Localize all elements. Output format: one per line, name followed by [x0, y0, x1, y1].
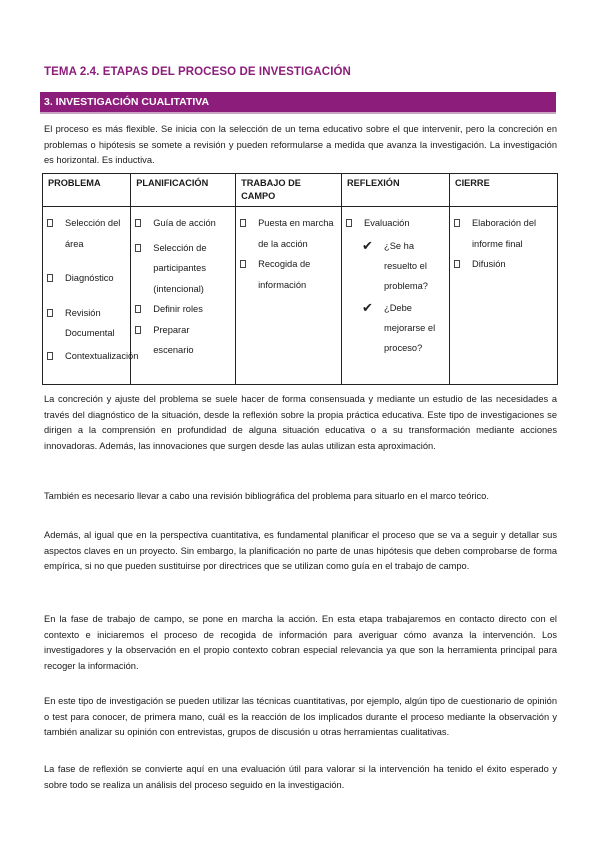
- header-problema: PROBLEMA: [43, 174, 131, 207]
- list-item: Contextualización: [47, 346, 126, 367]
- checkbox-icon: [47, 274, 53, 282]
- checkbox-icon: [47, 309, 53, 317]
- checkbox-icon: [454, 219, 460, 227]
- header-cierre: CIERRE: [449, 174, 557, 207]
- checkbox-icon: [240, 219, 246, 227]
- cell-cierre: [449, 207, 557, 385]
- list-item: Difusión: [454, 254, 553, 275]
- list-item: Selección de participantes (intencional): [135, 238, 231, 300]
- checkbox-icon: [135, 305, 141, 313]
- checkmark-icon: ✔: [362, 299, 373, 315]
- checkbox-icon: [346, 219, 352, 227]
- stages-table: [42, 173, 558, 385]
- list-item: Definir roles: [135, 299, 231, 320]
- header-reflexion: REFLEXIÓN: [342, 174, 450, 207]
- checkbox-icon: [135, 326, 141, 334]
- list-item: Selección del área: [47, 213, 126, 254]
- table-header-row: [43, 174, 558, 207]
- checkbox-icon: [454, 260, 460, 268]
- cell-problema: [43, 207, 139, 385]
- topic-title: TEMA 2.4. ETAPAS DEL PROCESO DE INVESTIGACIÓN: [44, 66, 351, 78]
- list-item: Puesta en marcha de la acción: [240, 213, 337, 254]
- checkmark-icon: ✔: [362, 237, 373, 253]
- body-paragraph-5: En este tipo de investigación se pueden utilizar las técnicas cuantitativas, por ejemplo, algún tipo de cuestionario de opinión o test para conocer, de primera mano, cuál es la reacción de los implicados durante el proceso mediante la observación y también analizar su opinión con entrevistas, grupos de discusión u otras herramientas cualitativas.: [44, 696, 557, 737]
- cell-trabajo-de-campo: [236, 207, 342, 385]
- checkbox-icon: [47, 219, 53, 227]
- list-item: Evaluación: [346, 213, 445, 234]
- intro-paragraph: El proceso es más flexible. Se inicia con la selección de un tema educativo sobre el que intervenir, pero la concreción en problemas o hipótesis se somete a revisión y pueden reformularse a medida que avanza la investigación. La investigación es horizontal. Es inductiva.: [44, 124, 557, 165]
- body-paragraph-2: También es necesario llevar a cabo una revisión bibliográfica del problema para situarlo en el marco teórico.: [44, 491, 489, 501]
- cell-planificacion: [131, 207, 236, 385]
- list-item: Preparar escenario: [135, 320, 231, 361]
- check-item: ✔ ¿Debe mejorarse el proceso?: [362, 299, 436, 353]
- header-planificacion: PLANIFICACIÓN: [131, 174, 236, 207]
- section-heading: 3. INVESTIGACIÓN CUALITATIVA: [40, 92, 556, 112]
- checkbox-icon: [135, 244, 141, 252]
- cell-reflexion: [342, 207, 450, 385]
- table-row: [43, 207, 558, 385]
- list-item: Recogida de información: [240, 254, 337, 295]
- checkbox-icon: [135, 219, 141, 227]
- header-trabajo-de-campo: TRABAJO DE CAMPO: [236, 174, 342, 207]
- body-paragraph-1: La concreción y ajuste del problema se suele hacer de forma consensuada y mediante un estudio de las necesidades a través del diagnóstico de la situación, desde la reflexión sobre la propia práctica educativa. Este tipo de investigaciones se dirigen a la comprensión en profundidad de alguna situación educativa o a su transformación mediante acciones innovadoras. Además, las innovaciones que surgen desde las aulas utilizan esta aproximación.: [44, 394, 557, 451]
- list-item: Elaboración del informe final: [454, 213, 553, 254]
- body-paragraph-6: La fase de reflexión se convierte aquí en una evaluación útil para valorar si la intervención ha tenido el éxito esperado y sobre todo se realiza un análisis del proceso seguido en la investigación.: [44, 764, 557, 790]
- checkbox-icon: [240, 260, 246, 268]
- body-paragraph-4: En la fase de trabajo de campo, se pone en marcha la acción. En esta etapa trabajaremos en contacto directo con el contexto e iniciaremos el proceso de recogida de información para averiguar cómo avanza la intervención. Los investigadores y la observación en el propio contexto cobran especial relevancia ya que son la herramienta principal para recoger la información.: [44, 614, 557, 671]
- checkbox-icon: [47, 352, 53, 360]
- list-item: Revisión Documental: [47, 303, 126, 344]
- check-item: ✔ ¿Se ha resuelto el problema?: [362, 237, 428, 291]
- list-item: Diagnóstico: [47, 268, 126, 289]
- list-item: Guía de acción: [135, 213, 231, 234]
- body-paragraph-3: Además, al igual que en la perspectiva cuantitativa, es fundamental planificar el proceso que se va a seguir y detallar sus aspectos claves en un proyecto. Sin embargo, la planificación no parte de unas hipótesis que deben comprobarse de forma empírica, si no que pueden sustituirse por directrices que se utilizan como guía en el trabajo de campo.: [44, 530, 557, 571]
